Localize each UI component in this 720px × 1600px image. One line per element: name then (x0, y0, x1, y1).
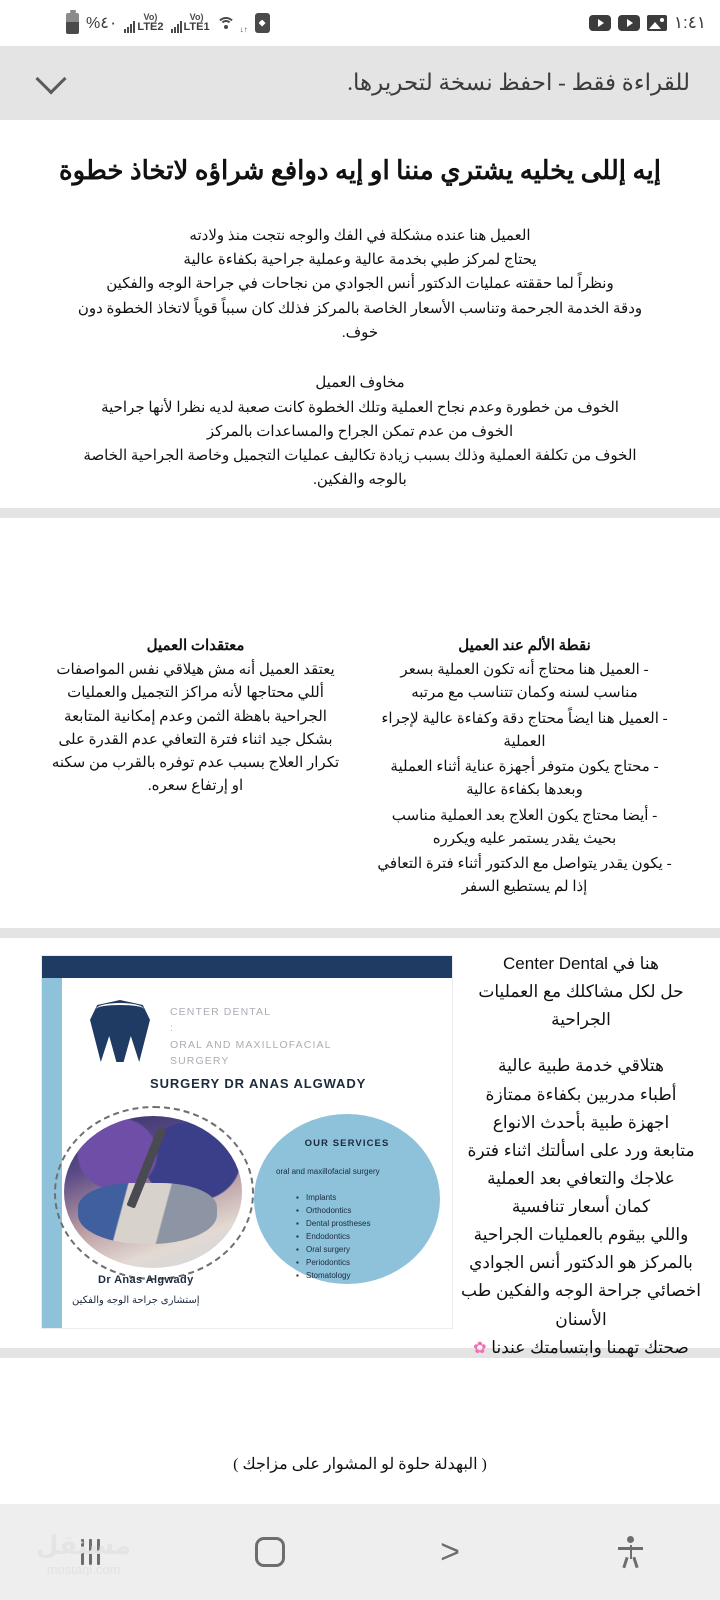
chevron-down-icon[interactable] (35, 63, 66, 94)
spacer (0, 345, 720, 371)
promo-line: هتلاقي خدمة طبية عالية (497, 1056, 664, 1076)
intro-line-1: العميل هنا عنده مشكلة في الفك والوجه نتجت منذ ولادته (189, 227, 531, 244)
promo-line: علاجك والتعافي بعد العملية (487, 1168, 675, 1188)
status-bar-right (589, 13, 706, 33)
closing-note: ( البهدلة حلوة لو المشوار على مزاجك ) (233, 1456, 487, 1473)
flyer-brand-block (170, 1004, 332, 1069)
read-only-banner-label: للقراءة فقط - احفظ نسخة لتحريرها. (347, 70, 690, 95)
flyer-top-bar (42, 956, 452, 978)
sim2-label: LTE2 (137, 20, 164, 33)
list-item: ▪ Implants (296, 1192, 370, 1205)
document-page-1 (0, 120, 720, 508)
flyer-headline: SURGERY DR ANAS ALGWADY (150, 1076, 367, 1091)
recents-button[interactable] (58, 1520, 122, 1584)
brand-line-3: ORAL AND MAXILLOFACIAL (170, 1038, 332, 1051)
intro-paragraph (0, 224, 720, 345)
promo-line: كمان أسعار تنافسية (511, 1197, 651, 1216)
list-item: - العميل هنا محتاج أنه تكون العملية بسعر مناسب لسنه وكمان تتناسب مع مرتبه (400, 662, 649, 702)
recents-icon (81, 1539, 100, 1565)
promo-line-text: صحتك تهمنا وابتسامتك عندنا (491, 1337, 689, 1357)
signal-lte2-icon (124, 13, 163, 34)
list-item: - العميل هنا ايضاً محتاج دقة وكفاءة عالية لإجراء العملية (381, 710, 668, 750)
flower-icon: ✿ (473, 1339, 487, 1357)
list-item: ▪ Periodontics (296, 1257, 370, 1270)
status-bar (0, 0, 720, 46)
home-icon (255, 1537, 285, 1567)
system-navigation-bar (0, 1504, 720, 1600)
promo-line-with-flower (460, 1336, 702, 1361)
data-transfer-icon: ↓↑ (239, 24, 248, 34)
sim-icon (255, 13, 270, 33)
list-item: ▪ Dental prostheses (296, 1218, 370, 1231)
image-icon (647, 15, 667, 31)
list-item: - يكون يقدر يتواصل مع الدكتور أثناء فترة التعافي إذا لم يستطيع السفر (377, 856, 672, 896)
doctor-name-label: Dr Anas Algwady (98, 1274, 194, 1286)
services-oval (254, 1114, 440, 1284)
promo-line: متابعة ورد على اسألتك اثناء فترة (467, 1140, 695, 1160)
back-button[interactable] (418, 1520, 482, 1584)
clock-label: ١:٤١ (673, 13, 706, 32)
intro-line-3: ونظراً لما حققته عمليات الدكتور أنس الجوادي من نجاحات في جراحة الوجه والفكين (106, 276, 614, 293)
accessibility-button[interactable] (598, 1520, 662, 1584)
fears-block (0, 371, 720, 492)
battery-icon (66, 13, 79, 34)
doctor-role-label: إستشارى جراحة الوجه والفكين (72, 1295, 200, 1306)
fears-line-1: الخوف من خطورة وعدم نجاح العملية وتلك الخطوة كانت صعبة لديه نظرا لأنها جراحية (101, 399, 619, 416)
youtube-icon (589, 15, 611, 31)
intro-line-5: خوف. (341, 324, 379, 341)
promo-line: هنا في Center Dental (503, 954, 659, 973)
beliefs-heading: معتقدات العميل (146, 638, 245, 654)
pain-point-list (377, 659, 672, 900)
list-item: ▪ Oral surgery (296, 1244, 370, 1257)
two-column-layout (0, 636, 720, 902)
brand-line-2: : (170, 1022, 175, 1035)
page-title: إيه إللى يخليه يشتري مننا او إيه دوافع شراؤه لاتخاذ خطوة (59, 156, 661, 185)
document-body[interactable] (0, 120, 720, 1508)
status-bar-left (66, 13, 270, 34)
signal-lte1-icon (171, 13, 210, 34)
promo-line: اجهزة طبية بأحدث الانواع (492, 1112, 670, 1132)
services-subtitle: oral and maxillofacial surgery (276, 1167, 380, 1176)
brand-line-1: CENTER DENTAL (170, 1006, 272, 1018)
tooth-logo-icon (90, 1000, 150, 1062)
promo-line: اخصائي جراحة الوجه والفكين طب (461, 1281, 701, 1301)
accessibility-icon (616, 1536, 644, 1568)
document-page-3 (0, 938, 720, 1357)
fears-line-3: الخوف من تكلفة العملية وذلك بسبب زيادة تكاليف عمليات التجميل وخاصة الجراحية الخاصة (83, 448, 637, 465)
pain-point-heading: نقطة الألم عند العميل (458, 638, 591, 654)
home-button[interactable] (238, 1520, 302, 1584)
spacer (460, 1036, 702, 1054)
promo-line: الجراحية (551, 1010, 611, 1030)
battery-percent-label: %٤٠ (86, 15, 118, 32)
brand-line-4: SURGERY (170, 1054, 230, 1067)
youtube-icon (618, 15, 640, 31)
pain-point-column (377, 636, 672, 902)
document-page-4 (0, 1358, 720, 1508)
wifi-icon (217, 16, 236, 31)
promo-line: الأسنان (555, 1309, 607, 1329)
intro-line-4: ودقة الخدمة الجرحمة وتناسب الأسعار الخاصة بالمركز فذلك كان سبباً قوياً لاتخاذ الخطوة دون (77, 300, 643, 317)
intro-line-2: يحتاج لمركز طبي بخدمة عالية وعملية جراحية بكفاءة عالية (183, 252, 537, 269)
promo-line: حل لكل مشاكلك مع العمليات (478, 982, 684, 1002)
promo-line: بالمركز هو الدكتور أنس الجوادي (469, 1253, 693, 1273)
read-only-banner[interactable] (0, 46, 720, 120)
fears-line-4: بالوجه والفكين. (313, 472, 407, 489)
volte-label-2: Vo) (143, 11, 158, 22)
services-title: OUR SERVICES (304, 1138, 390, 1149)
list-item: ▪ Stomatology (296, 1270, 370, 1283)
beliefs-column (48, 636, 343, 902)
document-page-2 (0, 518, 720, 928)
fears-line-2: الخوف من عدم تمكن الجراح والمساعدات بالمركز (206, 423, 514, 440)
dashed-circle-decoration (54, 1106, 254, 1280)
sim1-label: LTE1 (183, 20, 210, 33)
watermark-arabic: مستقل (36, 1530, 132, 1561)
services-list (296, 1192, 370, 1283)
flyer-left-band (42, 978, 62, 1328)
promo-line: أطباء مدربين بكفاءة ممتازة (485, 1084, 677, 1104)
fears-heading: مخاوف العميل (315, 375, 405, 392)
beliefs-body: يعتقد العميل أنه مش هيلاقي نفس المواصفات أللي محتاجها لأنه مراكز التجميل والعمليات الجراحية باهظة الثمن وعدم إمكانية المتابعة بشكل جيد اثناء فترة التعافي عدم القدرة على تكرار العلاج بسبب عدم توفره بالقرب من سكنه او إرتفاع سعره. (51, 662, 340, 795)
list-item: - محتاج يكون متوفر أجهزة عناية أثناء العملية وبعدها بكفاءة عالية (390, 759, 659, 799)
flyer-row (0, 938, 720, 1357)
list-item: ▪ Orthodontics (296, 1205, 370, 1218)
promo-line: واللي بيقوم بالعمليات الجراحية (473, 1225, 689, 1245)
list-item: - أيضا محتاج يكون العلاج بعد العملية مناسب بحيث يقدر يستمر عليه ويكرره (391, 807, 658, 847)
promo-text-block (452, 938, 720, 1357)
watermark-latin: mostaql.com (46, 1561, 121, 1577)
list-item: ▪ Endodontics (296, 1231, 370, 1244)
clinic-flyer-image[interactable] (42, 956, 452, 1328)
volte-label-1: Vo) (189, 11, 204, 22)
chevron-right-icon: > (440, 1533, 460, 1571)
